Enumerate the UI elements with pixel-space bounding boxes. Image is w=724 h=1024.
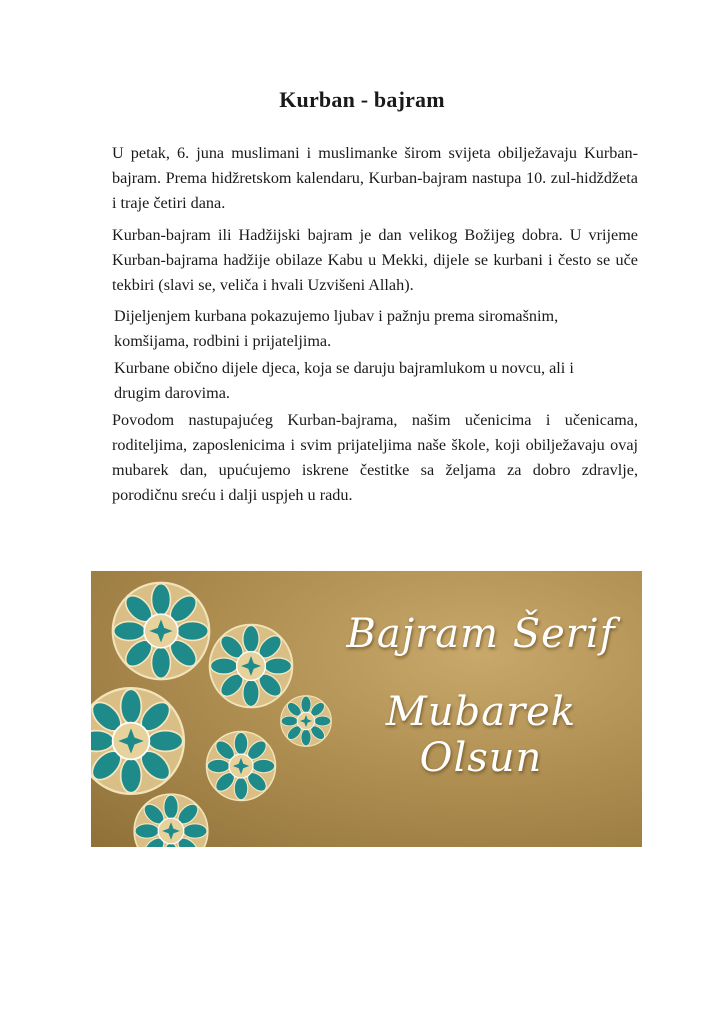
greeting-line-1: Bajram Šerif — [346, 611, 616, 657]
paragraph-intro: U petak, 6. juna muslimani i muslimanke širom svijeta obilježavaju Kurban-bajram. Prema hidžretskom kalendaru, Kurban-bajram nastupa 10. zul-hidždžeta i traje četiri dana. — [112, 144, 638, 212]
paragraph-greetings: Povodom nastupajućeg Kurban-bajrama, našim učenicima i učenicama, roditeljima, zaposlenicima i svim prijateljima naše škole, koji obilježavaju ovaj mubarek dan, upućujemo iskrene čestitke sa željama za dobro zdravlje, porodičnu sreću i dalji uspjeh u radu. — [112, 411, 638, 504]
greeting-line-2: Mubarek Olsun — [385, 689, 577, 781]
paragraph-meaning: Kurban-bajram ili Hadžijski bajram je dan velikog Božijeg dobra. U vrijeme Kurban-bajrama hadžije obilaze Kabu u Mekki, dijele se kurbani i često se uče tekbiri (slavi se, veliča i hvali Uzvišeni Allah). — [112, 226, 638, 294]
page-title: Kurban - bajram — [279, 87, 445, 112]
bajram-greeting-banner — [91, 571, 642, 847]
paragraph-sharing: Dijeljenjem kurbana pokazujemo ljubav i pažnju prema siromašnim, komšijama, rodbini i prijateljima. — [114, 307, 559, 350]
paragraph-children: Kurbane obično dijele djeca, koja se daruju bajramlukom u novcu, ali i drugim darovima. — [114, 359, 574, 402]
ornament-flower-icon — [91, 583, 331, 847]
